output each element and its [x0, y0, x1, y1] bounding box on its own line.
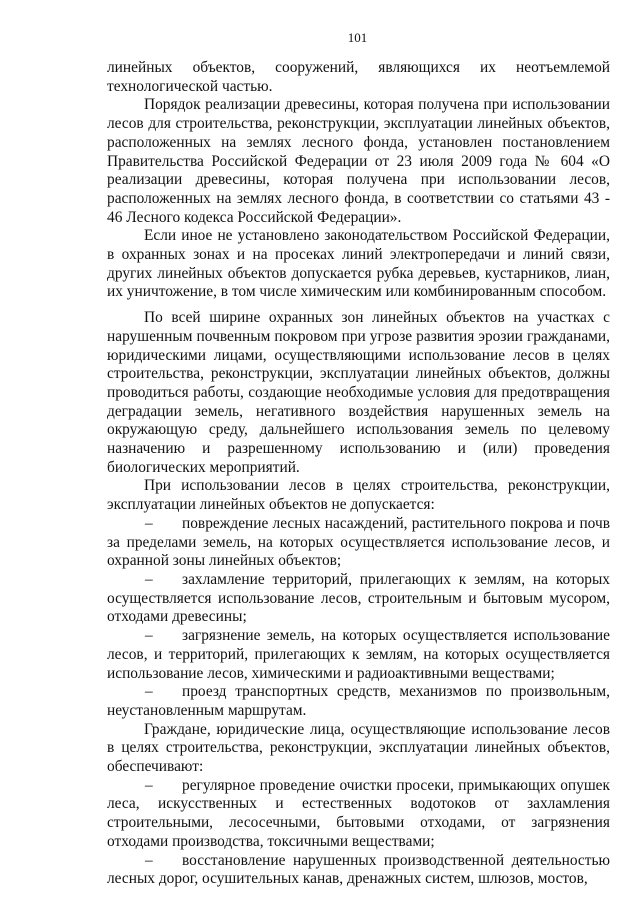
list-item-text: регулярное проведение очистки просеки, примыкающих опушек леса, искусственных и естественных водотоков от захламления строительными, лесосечными, бытовыми отходами, от загрязнения отходами производства, токсичными веществами;: [107, 776, 610, 850]
page-number: 101: [347, 30, 368, 45]
paragraph: линейных объектов, сооружений, являющихся их неотъемлемой технологической частью.: [107, 59, 610, 95]
list-item: [107, 683, 610, 720]
list-dash: –: [145, 851, 153, 869]
list-item: [107, 852, 610, 889]
document-body: [107, 59, 610, 889]
list-item: [107, 515, 610, 571]
list-item-text: повреждение лесных насаждений, растительного покрова и почв за пределами земель, на которых осуществляется использование лесов, и охранной зоны линейных объектов;: [107, 514, 610, 570]
list-item: [107, 627, 610, 683]
paragraph: При использовании лесов в целях строительства, реконструкции, эксплуатации линейных объектов не допускается:: [107, 477, 610, 514]
list-dash: –: [145, 776, 153, 794]
list-item: [107, 571, 610, 627]
list-item-text: захламление территорий, прилегающих к землям, на которых осуществляется использование лесов, строительным и бытовым мусором, отходами древесины;: [107, 570, 610, 626]
list-dash: –: [145, 514, 153, 532]
list-item-text: загрязнение земель, на которых осуществляется использование лесов, и территорий, прилегающих к землям, на которых осуществляется использование лесов, химическими и радиоактивными веществами;: [107, 627, 610, 682]
paragraph: Если иное не установлено законодательством Российской Федерации, в охранных зонах и на просеках линий электропередачи и линий связи, других линейных объектов допускается рубка деревьев, кустарников, лиан, их уничтожение, в том числе химическим или комбинированным способом.: [107, 227, 610, 301]
list-item: [107, 777, 610, 852]
paragraph: Граждане, юридические лица, осуществляющие использование лесов в целях строительства, реконструкции, эксплуатации линейных объектов, обеспечивают:: [107, 720, 610, 776]
list-dash: –: [145, 627, 153, 645]
paragraph: По всей ширине охранных зон линейных объектов на участках с нарушенным почвенным покровом при угрозе развития эрозии гражданами, юридическими лицами, осуществляющими использование лесов в целях строительства, реконструкции, эксплуатации линейных объектов, должны проводиться работы, создающие необходимые условия для предотвращения деградации земель, негативного воздействия нарушенных земель на окружающую среду, дальнейшего использования земель по целевому назначению и разрешенному использованию и (или) проведения биологических мероприятий.: [107, 309, 610, 476]
list-dash: –: [145, 683, 153, 701]
list-dash: –: [145, 570, 153, 588]
paragraph: Порядок реализации древесины, которая получена при использовании лесов для строительства, реконструкции, эксплуатации линейных объектов, расположенных на землях лесного фонда, установлен постановлением Правительства Российской Федерации от 23 июля 2009 года № 604 «О реализации древесины, которая получена при использовании лесов, расположенных на землях лесного фонда, в соответствии со статьями 43 - 46 Лесного кодекса Российской Федерации».: [107, 96, 610, 226]
list-item-text: восстановление нарушенных производственной деятельностью лесных дорог, осушительных канав, дренажных систем, шлюзов, мостов,: [107, 851, 610, 888]
list-item-text: проезд транспортных средств, механизмов по произвольным, неустановленным маршрутам.: [107, 683, 610, 719]
